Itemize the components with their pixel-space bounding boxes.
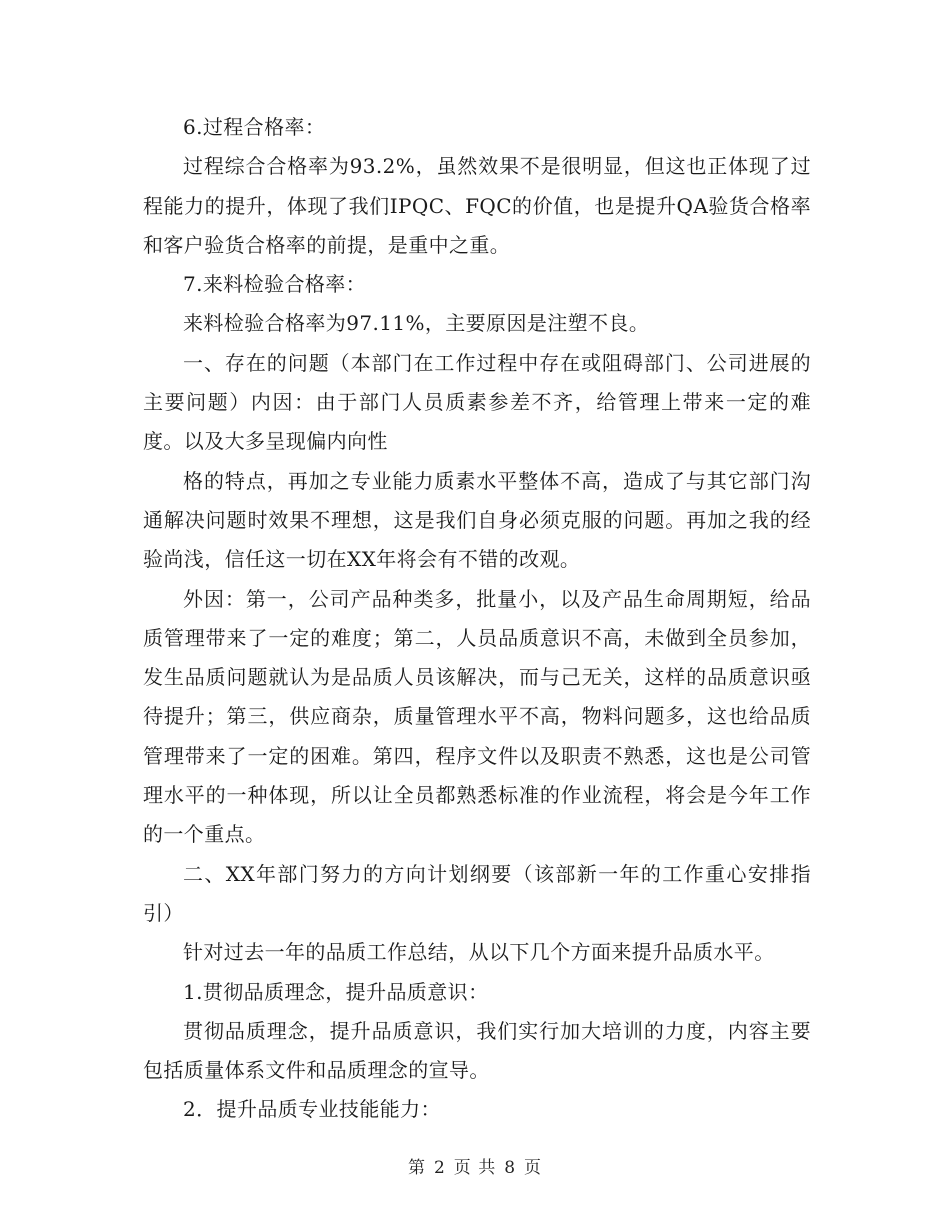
paragraph-process-pass-rate: 过程综合合格率为93.2%，虽然效果不是很明显，但这也正体现了过程能力的提升，体现了我们IPQC、FQC的价值，也是提升QA验货合格率和客户验货合格率的前提，是重中之重。 xyxy=(143,154,811,257)
footer-prefix: 第 xyxy=(407,1158,426,1178)
paragraph-skills-heading: 2．提升品质专业技能能力： xyxy=(183,1097,441,1122)
paragraph-plan-intro: 针对过去一年的品质工作总结，从以下几个方面来提升品质水平。 xyxy=(183,940,775,965)
paragraph-incoming-inspection-heading: 7.来料检验合格率： xyxy=(183,272,367,297)
footer-middle: 页 共 xyxy=(453,1158,497,1178)
paragraph-problems-internal-cont: 格的特点，再加之专业能力质素水平整体不高，造成了与其它部门沟通解决问题时效果不理想，这是我们自身必须克服的问题。再加之我的经验尚浅，信任这一切在XX年将会有不错的改观。 xyxy=(143,468,811,572)
page-footer xyxy=(0,1153,950,1178)
paragraph-process-pass-rate-heading: 6.过程合格率： xyxy=(183,115,326,139)
paragraph-problems-external: 外因：第一，公司产品种类多，批量小，以及产品生命周期短，给品质管理带来了一定的难度；第二，人员品质意识不高，未做到全员参加，发生品质问题就认为是品质人员该解决，而与己无关，这样的品质意识亟待提升；第三，供应商杂，质量管理水平不高，物料问题多，这也给品质管理带来了一定的困难。第四，程序文件以及职责不熟悉，这也是公司管理水平的一种体现，所以让全员都熟悉标准的作业流程，将会是今年工作的一个重点。 xyxy=(143,586,811,847)
footer-suffix: 页 xyxy=(524,1158,543,1178)
paragraph-plan-heading: 二、XX年部门努力的方向计划纲要（该部新一年的工作重心安排指引） xyxy=(143,861,811,925)
paragraph-incoming-inspection: 来料检验合格率为97.11%，主要原因是注塑不良。 xyxy=(183,311,650,336)
paragraph-problems-internal: 一、存在的问题（本部门在工作过程中存在或阻碍部门、公司进展的主要问题）内因：由于部门人员质素参差不齐，给管理上带来一定的难度。以及大多呈现偏内向性 xyxy=(143,350,811,454)
footer-current-page: 2 xyxy=(433,1158,446,1178)
document-body xyxy=(143,108,811,1130)
paragraph-quality-concept-heading: 1.贯彻品质理念，提升品质意识： xyxy=(183,979,489,1004)
paragraph-quality-concept: 贯彻品质理念，提升品质意识，我们实行加大培训的力度，内容主要包括质量体系文件和品质理念的宣导。 xyxy=(143,1018,811,1083)
footer-total-pages: 8 xyxy=(504,1158,517,1178)
